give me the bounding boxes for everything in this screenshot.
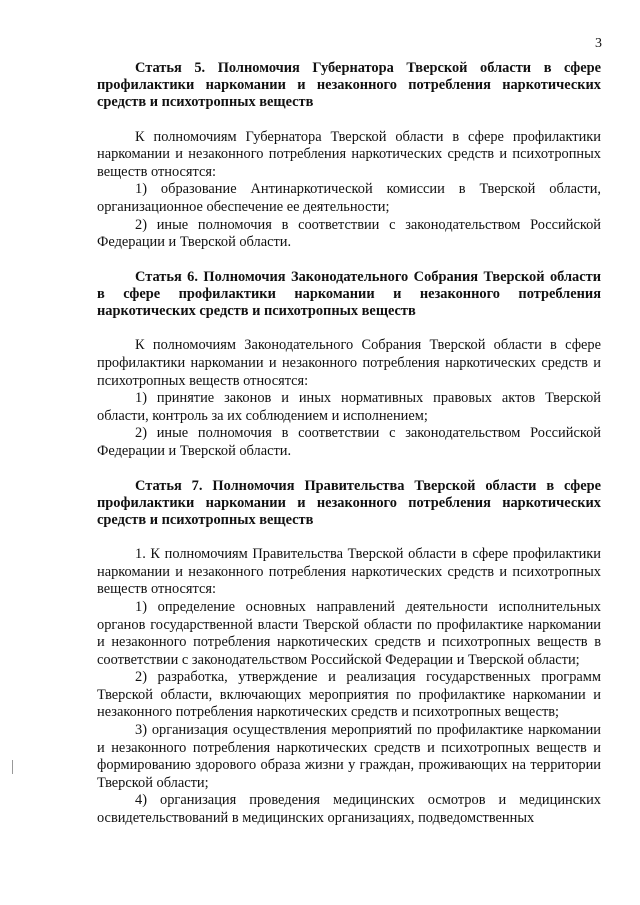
document-body <box>97 60 601 828</box>
article-7-item-2: 2) разработка, утверждение и реализация государственных программ Тверской области, включающих мероприятия по профилактике наркомании и незаконного потребления наркотических средств и психотропных веществ; <box>97 669 601 721</box>
page-number: 3 <box>595 36 602 51</box>
article-7-item-1: 1) определение основных направлений деятельности исполнительных органов государственной власти Тверской области по профилактике наркомании и незаконного потребления наркотических средств и психотропных веществ в соответствии с законодательством Российской Федерации и Тверской области; <box>97 598 601 668</box>
article-7-intro: 1. К полномочиям Правительства Тверской области в сфере профилактики наркомании и незаконного потребления наркотических средств и психотропных веществ относятся: <box>97 546 601 598</box>
scan-margin-mark <box>12 760 13 774</box>
article-5-heading: Статья 5. Полномочия Губернатора Тверской области в сфере профилактики наркомании и незаконного потребления наркотических средств и психотропных веществ <box>97 60 601 111</box>
article-5-item-2: 2) иные полномочия в соответствии с законодательством Российской Федерации и Тверской области. <box>97 216 601 251</box>
article-6-item-1: 1) принятие законов и иных нормативных правовых актов Тверской области, контроль за их соблюдением и исполнением; <box>97 390 601 424</box>
article-5-intro: К полномочиям Губернатора Тверской области в сфере профилактики наркомании и незаконного потребления наркотических средств и психотропных веществ относятся: <box>97 128 601 180</box>
article-7-item-4: 4) организация проведения медицинских осмотров и медицинских освидетельствований в медицинских организациях, подведомственных <box>97 792 601 827</box>
article-7-item-3: 3) организация осуществления мероприятий по профилактике наркомании и незаконного потребления наркотических средств и психотропных веществ и формированию здорового образа жизни у граждан, проживающих на территории Тверской области; <box>97 722 601 791</box>
article-6-item-2: 2) иные полномочия в соответствии с законодательством Российской Федерации и Тверской области. <box>97 425 601 459</box>
article-6-intro: К полномочиям Законодательного Собрания Тверской области в сфере профилактики наркомании и незаконного потребления наркотических средств и психотропных веществ относятся: <box>97 337 601 389</box>
article-7-heading: Статья 7. Полномочия Правительства Тверской области в сфере профилактики наркомании и незаконного потребления наркотических средств и психотропных веществ <box>97 477 601 528</box>
article-6-heading: Статья 6. Полномочия Законодательного Собрания Тверской области в сфере профилактики наркомании и незаконного потребления наркотических средств и психотропных веществ <box>97 268 601 320</box>
article-5-item-1: 1) образование Антинаркотической комиссии в Тверской области, организационное обеспечение ее деятельности; <box>97 181 601 215</box>
